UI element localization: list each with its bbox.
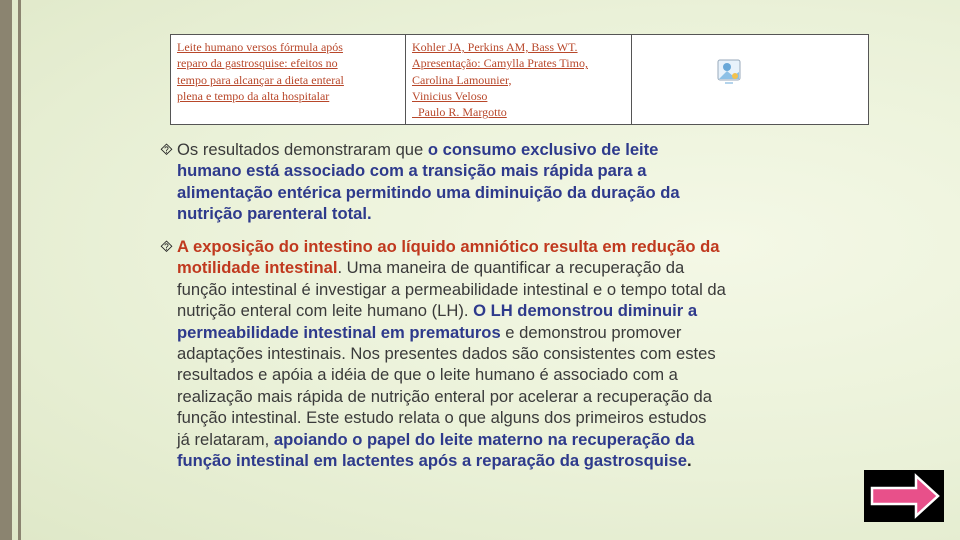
text-segment: Os resultados demonstraram que bbox=[177, 140, 428, 159]
bullet-icon: ⯑ bbox=[160, 237, 174, 256]
text-segment: realização mais rápida de nutrição enteral por acelerar a recuperação da bbox=[177, 386, 712, 406]
paragraph-line bbox=[177, 450, 849, 471]
text-segment: A exposição do intestino ao líquido amniótico resulta em redução da bbox=[177, 237, 720, 256]
text-segment: e demonstrou promover bbox=[500, 322, 682, 342]
reference-title-link[interactable] bbox=[177, 39, 399, 104]
left-decorative-line bbox=[18, 0, 21, 540]
next-slide-button[interactable] bbox=[864, 470, 944, 522]
right-arrow-icon bbox=[864, 470, 944, 522]
paragraph-line bbox=[177, 182, 849, 203]
text-segment: função intestinal. Este estudo relata o que alguns dos primeiros estudos bbox=[177, 408, 707, 428]
reference-image-cell bbox=[632, 35, 869, 125]
reference-title-line: Leite humano versos fórmula após bbox=[177, 40, 343, 54]
paragraph-line bbox=[177, 322, 849, 343]
paragraph-line bbox=[177, 300, 849, 321]
paragraph-line bbox=[177, 236, 849, 257]
text-segment: alimentação entérica permitindo uma diminuição da duração da bbox=[177, 182, 680, 202]
bullet-paragraph-2 bbox=[177, 236, 849, 471]
paragraph-line bbox=[177, 257, 849, 278]
left-decorative-bar bbox=[0, 0, 12, 540]
reference-title-cell bbox=[171, 35, 406, 125]
reference-author-line: Carolina Lamounier, bbox=[412, 72, 512, 87]
text-segment: função intestinal em lactentes após a reparação da gastrosquise bbox=[177, 451, 687, 471]
text-segment: . Uma maneira de quantificar a recuperação da bbox=[337, 258, 685, 278]
reference-authors-cell bbox=[406, 35, 632, 125]
paragraph-line bbox=[177, 139, 849, 160]
text-segment: motilidade intestinal bbox=[177, 258, 338, 278]
paragraph-line bbox=[177, 386, 849, 407]
reference-title-line: tempo para alcançar a dieta enteral bbox=[177, 72, 344, 87]
text-segment: nutrição parenteral total. bbox=[177, 204, 372, 224]
reference-author-line: Paulo R. Margotto bbox=[412, 105, 507, 120]
reference-title-line: plena e tempo da alta hospitalar bbox=[177, 88, 330, 103]
text-segment: permeabilidade intestinal em prematuros bbox=[177, 322, 501, 342]
text-segment: já relataram, bbox=[177, 429, 274, 449]
paragraph-line bbox=[177, 407, 849, 428]
picture-placeholder-icon[interactable] bbox=[717, 59, 743, 85]
bullet-paragraph-1 bbox=[177, 139, 849, 225]
text-segment: resultados e apóia a idéia de que o leite humano é associado com a bbox=[177, 365, 678, 385]
paragraph-line bbox=[177, 160, 849, 181]
reference-table bbox=[170, 34, 869, 125]
paragraph-line bbox=[177, 279, 849, 300]
paragraph-line bbox=[177, 343, 849, 364]
paragraph-line bbox=[177, 429, 849, 450]
reference-author-line: Vinicius Veloso bbox=[412, 88, 488, 103]
paragraph-line bbox=[177, 203, 849, 224]
bullet-icon: ⯑ bbox=[160, 140, 174, 159]
reference-author-line: Apresentação: Camylla Prates Timo, bbox=[412, 56, 588, 71]
text-segment: humano está associado com a transição mais rápida para a bbox=[177, 161, 647, 181]
text-segment: nutrição enteral com leite humano (LH). bbox=[177, 301, 474, 321]
text-segment: . bbox=[686, 451, 692, 471]
text-segment: adaptações intestinais. Nos presentes dados são consistentes com estes bbox=[177, 344, 716, 364]
reference-authors-link[interactable] bbox=[412, 39, 625, 120]
reference-title-line: reparo da gastrosquise: efeitos no bbox=[177, 56, 338, 71]
text-segment: o consumo exclusivo de leite bbox=[427, 140, 659, 159]
paragraph-line bbox=[177, 364, 849, 385]
reference-author-line: Kohler JA, Perkins AM, Bass WT. bbox=[412, 40, 578, 54]
text-segment: função intestinal é investigar a permeabilidade intestinal e o tempo total da bbox=[177, 279, 726, 299]
text-segment: apoiando o papel do leite materno na recuperação da bbox=[273, 429, 695, 449]
text-segment: O LH demonstrou diminuir a bbox=[473, 301, 698, 321]
